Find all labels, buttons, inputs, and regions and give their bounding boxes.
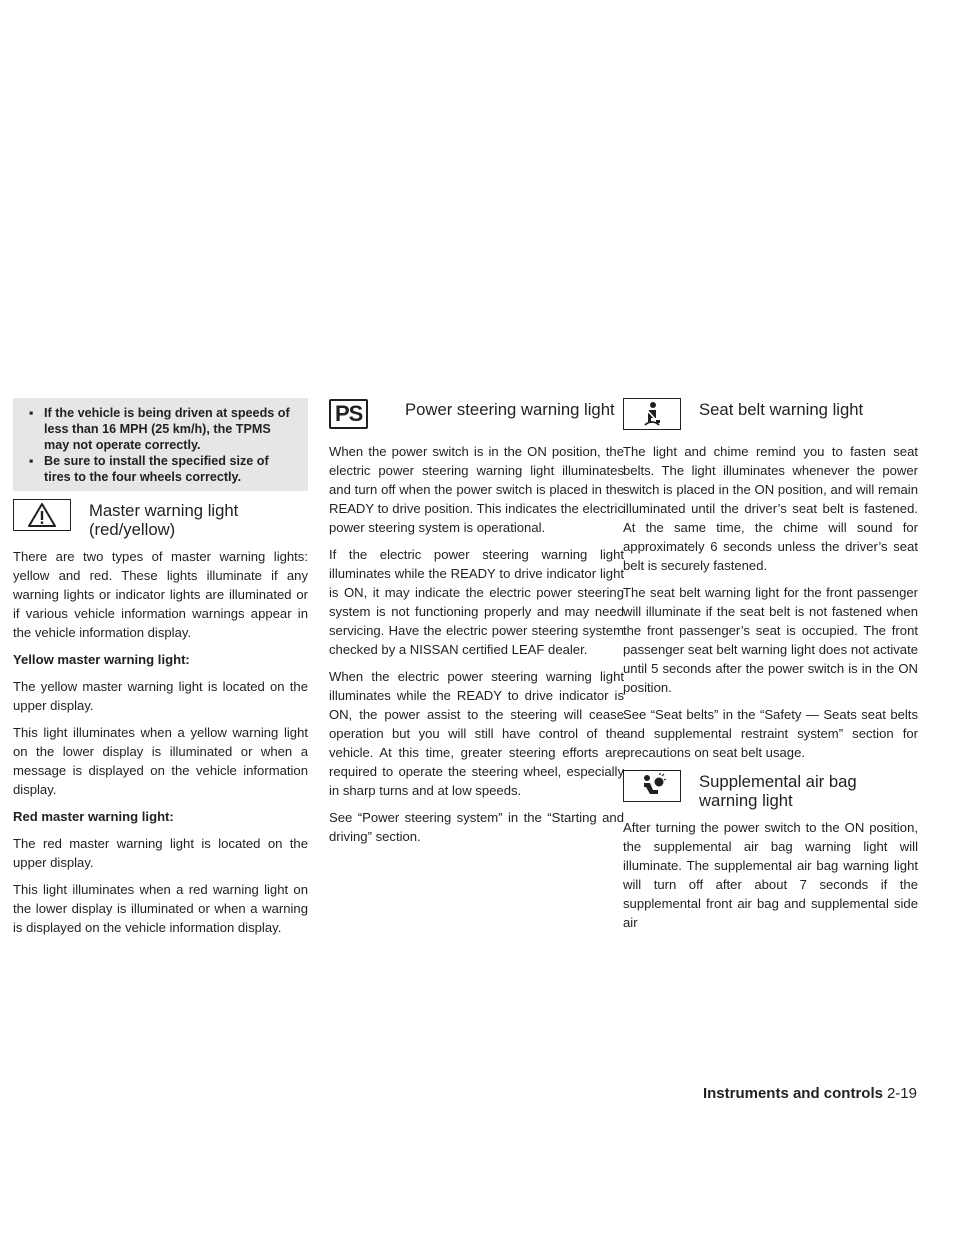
paragraph: This light illuminates when a red warning light on the lower display is illuminated or when a warning is displayed on the vehicle information display. <box>13 882 308 935</box>
master-warning-heading <box>13 499 308 539</box>
column-left <box>13 398 308 945</box>
caution-item-text: Be sure to install the specified size of tires to the four wheels correctly. <box>44 454 269 484</box>
paragraph: The seat belt warning light for the front passenger will illuminate if the seat belt is not fastened when the front passenger’s seat is occupied. The front passenger seat belt warning light does not activate until 5 seconds after the power switch is in the ON position. <box>623 585 918 695</box>
bullet-icon: ▪ <box>29 454 34 468</box>
page-footer <box>703 1084 917 1103</box>
caution-item-text: If the vehicle is being driven at speeds of less than 16 MPH (25 km/h), the TPMS may not operate correctly. <box>44 406 290 452</box>
power-steering-icon-text: PS <box>329 399 368 429</box>
footer-section-title: Instruments and controls <box>702 1085 883 1102</box>
caution-box <box>13 398 308 491</box>
power-steering-heading <box>329 398 624 434</box>
seat-belt-heading <box>623 398 918 434</box>
paragraph: There are two types of master warning lights: yellow and red. These lights illuminate if any warning lights or indicator lights are illuminated or if various vehicle information warnings appear in the vehicle information display. <box>13 549 308 640</box>
paragraph: The yellow master warning light is located on the upper display. <box>13 679 308 713</box>
paragraph: The red master warning light is located on the upper display. <box>13 836 308 870</box>
warning-triangle-icon <box>13 499 71 531</box>
power-steering-icon <box>329 398 387 430</box>
section-title: Power steering warning light <box>405 400 615 419</box>
paragraph: See “Seat belts” in the “Safety — Seats seat belts and supplemental restraint system” section for precautions on seat belt usage. <box>623 707 918 760</box>
subheading: Yellow master warning light: <box>13 652 190 667</box>
section-title: Master warning light (red/yellow) <box>89 501 239 539</box>
air-bag-icon <box>623 770 681 802</box>
caution-item <box>29 405 296 453</box>
section-title: Seat belt warning light <box>699 400 864 419</box>
paragraph: See “Power steering system” in the “Starting and driving” section. <box>329 810 624 844</box>
seat-belt-icon <box>623 398 681 430</box>
bullet-icon: ▪ <box>29 406 34 420</box>
paragraph: This light illuminates when a yellow warning light on the lower display is illuminated or when a message is displayed on the vehicle information display. <box>13 725 308 797</box>
caution-list <box>29 405 296 485</box>
caution-item <box>29 453 296 485</box>
paragraph: After turning the power switch to the ON position, the supplemental air bag warning light will illuminate. The supplemental air bag warning light will turn off after about 7 seconds if the supplemental front air bag and supplemental side air <box>623 820 918 930</box>
column-right <box>623 398 918 940</box>
paragraph: If the electric power steering warning light illuminates while the READY to drive indicator light is ON, it may indicate the electric power steering system is not functioning properly and may need servicing. Have the electric power steering system checked by a NISSAN certified LEAF dealer. <box>329 547 624 657</box>
section-title: Supplemental air bag warning light <box>699 772 857 810</box>
air-bag-heading <box>623 770 918 810</box>
column-middle <box>329 398 624 854</box>
subheading: Red master warning light: <box>13 809 174 824</box>
paragraph: When the power switch is in the ON position, the electric power steering warning light illuminates and turn off when the power switch is placed in the READY to drive position. This indicates the electric power steering system is operational. <box>329 444 624 535</box>
page-number: 2-19 <box>886 1085 917 1102</box>
paragraph: The light and chime remind you to fasten seat belts. The light illuminates whenever the power switch is placed in the ON position, and will remain illuminated until the driver’s seat belt is fastened. At the same time, the chime will sound for approximately 6 seconds unless the driver’s seat belt is securely fastened. <box>623 444 918 573</box>
paragraph: When the electric power steering warning light illuminates while the READY to drive indicator is ON, the power assist to the steering will cease operation but you will still have control of the vehicle. At this time, greater steering efforts are required to operate the steering wheel, especially in sharp turns and at low speeds. <box>329 669 624 798</box>
